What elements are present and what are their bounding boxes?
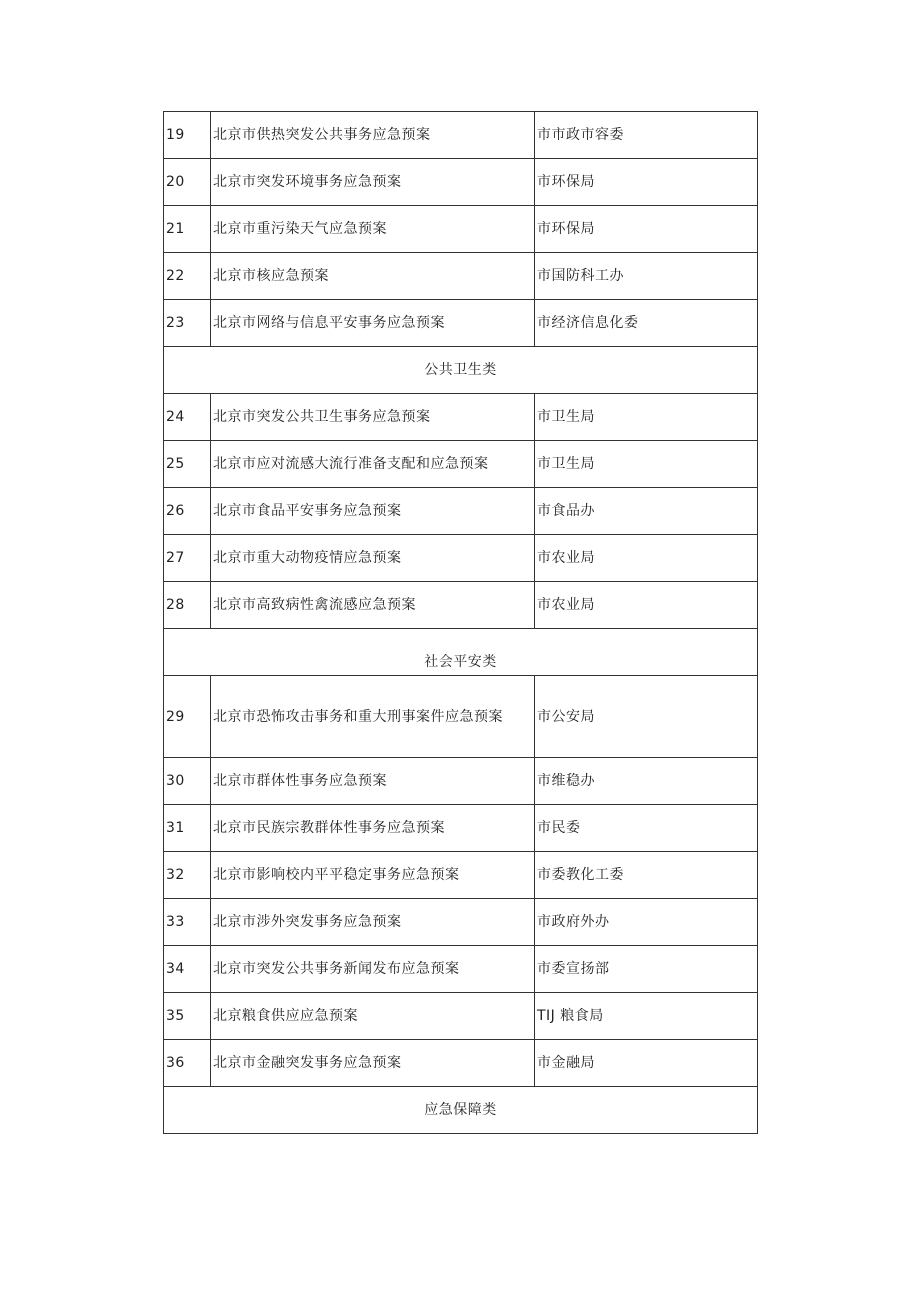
table-row [164, 852, 758, 899]
responsible-department: 市委宣扬部 [535, 946, 758, 993]
table-row [164, 676, 758, 758]
table-row [164, 159, 758, 206]
table-row [164, 253, 758, 300]
responsible-department: TIJ 粮食局 [535, 993, 758, 1040]
responsible-department: 市金融局 [535, 1040, 758, 1087]
responsible-department: 市公安局 [535, 676, 758, 758]
plan-name: 北京市重污染天气应急预案 [211, 206, 535, 253]
plan-table-body [164, 112, 758, 1134]
responsible-department: 市经济信息化委 [535, 300, 758, 347]
responsible-department: 市农业局 [535, 582, 758, 629]
row-number: 33 [164, 899, 211, 946]
responsible-department: 市环保局 [535, 159, 758, 206]
responsible-department: 市政府外办 [535, 899, 758, 946]
row-number: 19 [164, 112, 211, 159]
plan-name: 北京市金融突发事务应急预案 [211, 1040, 535, 1087]
table-row [164, 993, 758, 1040]
responsible-department: 市维稳办 [535, 758, 758, 805]
responsible-department: 市环保局 [535, 206, 758, 253]
plan-name: 北京市突发公共事务新闻发布应急预案 [211, 946, 535, 993]
row-number: 31 [164, 805, 211, 852]
row-number: 36 [164, 1040, 211, 1087]
row-number: 30 [164, 758, 211, 805]
row-number: 28 [164, 582, 211, 629]
row-number: 35 [164, 993, 211, 1040]
row-number: 21 [164, 206, 211, 253]
section-row [164, 629, 758, 676]
table-row [164, 488, 758, 535]
plan-name: 北京粮食供应应急预案 [211, 993, 535, 1040]
row-number: 20 [164, 159, 211, 206]
table-row [164, 1040, 758, 1087]
responsible-department: 市卫生局 [535, 394, 758, 441]
row-number: 24 [164, 394, 211, 441]
table-row [164, 582, 758, 629]
plan-name: 北京市网络与信息平安事务应急预案 [211, 300, 535, 347]
table-row [164, 805, 758, 852]
plan-name: 北京市影响校内平平稳定事务应急预案 [211, 852, 535, 899]
plan-name: 北京市应对流感大流行准备支配和应急预案 [211, 441, 535, 488]
table-row [164, 394, 758, 441]
plan-name: 北京市恐怖攻击事务和重大刑事案件应急预案 [211, 676, 535, 758]
responsible-department: 市市政市容委 [535, 112, 758, 159]
section-row [164, 347, 758, 394]
row-number: 23 [164, 300, 211, 347]
table-row [164, 300, 758, 347]
plan-name: 北京市突发环境事务应急预案 [211, 159, 535, 206]
table-row [164, 946, 758, 993]
responsible-department: 市国防科工办 [535, 253, 758, 300]
table-row [164, 899, 758, 946]
section-label: 社会平安类 [164, 629, 758, 676]
table-row [164, 112, 758, 159]
table-row [164, 441, 758, 488]
table-row [164, 758, 758, 805]
row-number: 34 [164, 946, 211, 993]
row-number: 32 [164, 852, 211, 899]
responsible-department: 市委教化工委 [535, 852, 758, 899]
plan-name: 北京市高致病性禽流感应急预案 [211, 582, 535, 629]
responsible-department: 市食品办 [535, 488, 758, 535]
section-label: 应急保障类 [164, 1087, 758, 1134]
plan-name: 北京市涉外突发事务应急预案 [211, 899, 535, 946]
plan-name: 北京市群体性事务应急预案 [211, 758, 535, 805]
row-number: 29 [164, 676, 211, 758]
plan-name: 北京市民族宗教群体性事务应急预案 [211, 805, 535, 852]
table-row [164, 535, 758, 582]
section-label: 公共卫生类 [164, 347, 758, 394]
row-number: 22 [164, 253, 211, 300]
row-number: 27 [164, 535, 211, 582]
row-number: 25 [164, 441, 211, 488]
row-number: 26 [164, 488, 211, 535]
responsible-department: 市农业局 [535, 535, 758, 582]
plan-name: 北京市重大动物疫情应急预案 [211, 535, 535, 582]
table-row [164, 206, 758, 253]
plan-name: 北京市突发公共卫生事务应急预案 [211, 394, 535, 441]
emergency-plan-table [163, 111, 758, 1134]
responsible-department: 市卫生局 [535, 441, 758, 488]
plan-name: 北京市核应急预案 [211, 253, 535, 300]
section-row [164, 1087, 758, 1134]
plan-name: 北京市供热突发公共事务应急预案 [211, 112, 535, 159]
responsible-department: 市民委 [535, 805, 758, 852]
plan-name: 北京市食品平安事务应急预案 [211, 488, 535, 535]
